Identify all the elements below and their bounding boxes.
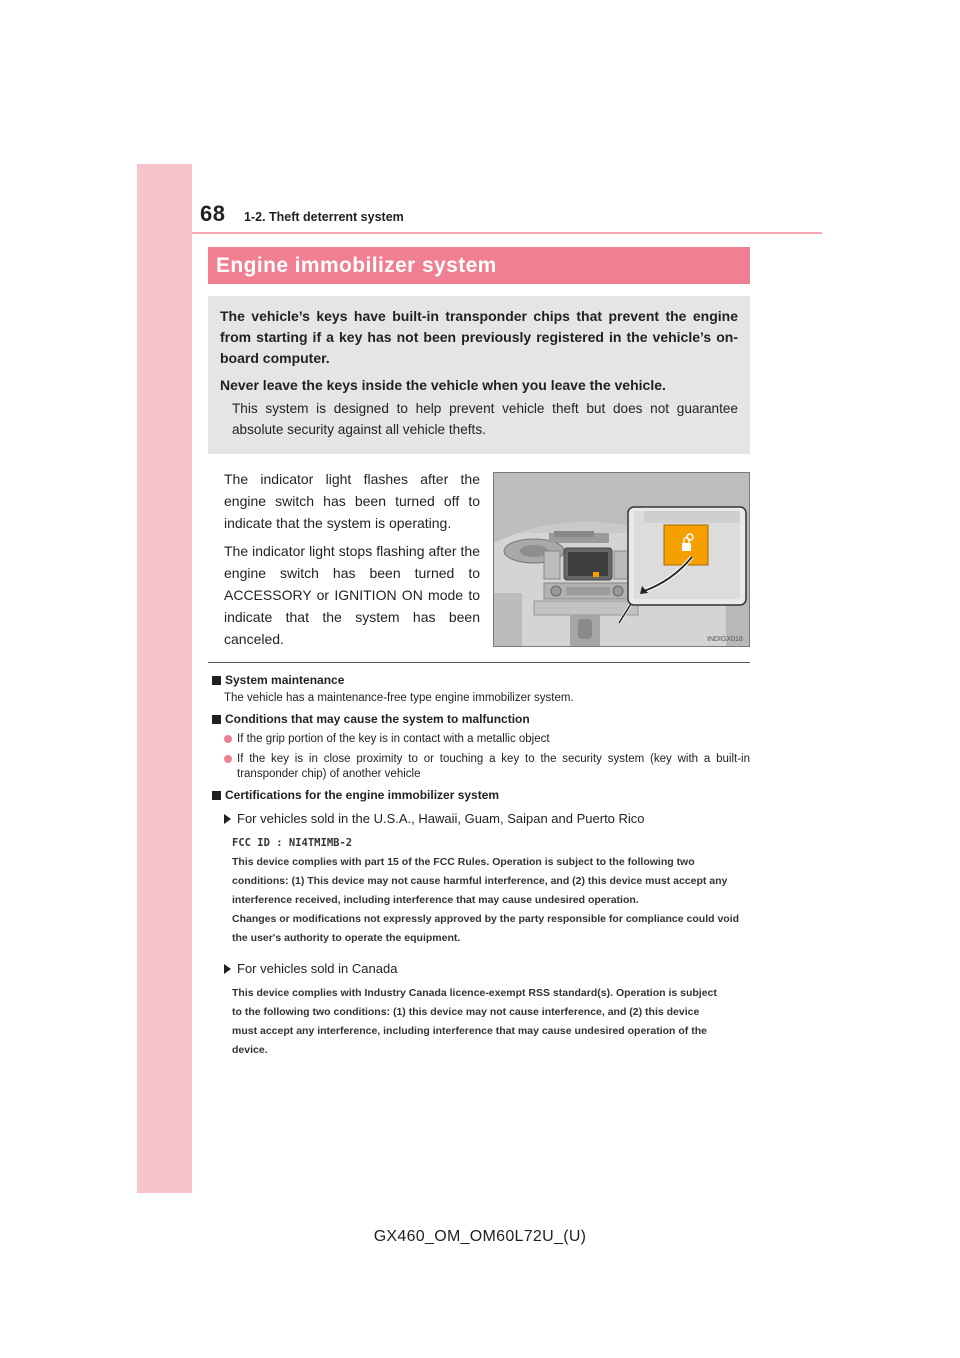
circle-bullet-icon [224,755,232,763]
header-rule [192,232,822,234]
list-item [224,752,750,782]
dashboard-figure [493,472,750,647]
circle-bullet-icon [224,735,232,743]
maintenance-text: The vehicle has a maintenance-free type engine immobilizer system. [224,692,574,704]
intro-statement: The vehicle’s keys have built-in transponder chips that prevent the engine from starting if a key has not been previously registered in the vehicle’s on-board computer. [220,308,738,366]
canada-line: device. [232,1044,268,1056]
indicator-description [224,468,480,650]
note-heading-maintenance [212,672,750,688]
note-heading-text: Certifications for the engine immobilizer system [225,788,500,802]
list-item [224,732,750,747]
canada-line: must accept any interference, including interference that may cause undesired operation of the [232,1025,707,1037]
square-bullet-icon [212,791,221,800]
canada-label-text: For vehicles sold in Canada [237,961,398,976]
document-footer: GX460_OM_OM60L72U_(U) [373,1228,587,1245]
fcc-line: Changes or modifications not expressly approved by the party responsible for compliance could void [232,913,740,925]
list-item-text: If the grip portion of the key is in contact with a metallic object [237,733,550,745]
section-title: Engine immobilizer system [208,247,750,284]
triangle-bullet-icon [224,814,231,824]
usa-label [224,810,750,827]
indicator-para-canceled: The indicator light stops flashing after the engine switch has been turned to ACCESSORY or IGNITION ON mode to indicate that the system has been canceled. [224,543,480,647]
fcc-line: This device complies with part 15 of the FCC Rules. Operation is subject to the following two [232,856,695,868]
fcc-id: FCC ID : NI4TMIMB-2 [232,837,353,849]
dashboard-illustration [494,473,749,646]
section-label: 1-2. Theft deterrent system [244,210,404,224]
figure-code: INDIGX018 [707,636,743,643]
usa-label-text: For vehicles sold in the U.S.A., Hawaii, Guam, Saipan and Puerto Rico [237,811,645,826]
note-heading-text: Conditions that may cause the system to malfunction [225,712,530,726]
indicator-para-flashing: The indicator light flashes after the engine switch has been turned off to indicate that the system is operating. [224,471,480,531]
square-bullet-icon [212,676,221,685]
triangle-bullet-icon [224,964,231,974]
intro-box [208,296,750,454]
canada-statement [232,984,750,1060]
fcc-line: interference received, including interference that may cause undesired operation. [232,894,639,906]
intro-note: This system is designed to help prevent vehicle theft but does not guarantee absolute security against all vehicle thefts. [232,401,738,437]
list-item-text: If the key is in close proximity to or touching a key to the security system (key with a built-in transponder chip) of another vehicle [237,753,750,780]
note-heading-malfunction [212,711,750,727]
notes-section [212,672,750,1060]
canada-line: This device complies with Industry Canada licence-exempt RSS standard(s). Operation is subject [232,987,717,999]
canada-line: to the following two conditions: (1) this device may not cause interference, and (2) this device [232,1006,700,1018]
fcc-line: the user's authority to operate the equipment. [232,932,461,944]
note-heading-text: System maintenance [225,673,345,687]
side-tab-band [137,164,192,1193]
note-heading-certifications [212,787,750,803]
canada-label [224,960,750,977]
intro-warning: Never leave the keys inside the vehicle when you leave the vehicle. [220,377,666,393]
fcc-statement [232,834,750,948]
page-number: 68 [200,201,226,226]
fcc-line: conditions: (1) This device may not cause harmful interference, and (2) this device must accept any [232,875,728,887]
square-bullet-icon [212,715,221,724]
section-divider [208,662,750,663]
